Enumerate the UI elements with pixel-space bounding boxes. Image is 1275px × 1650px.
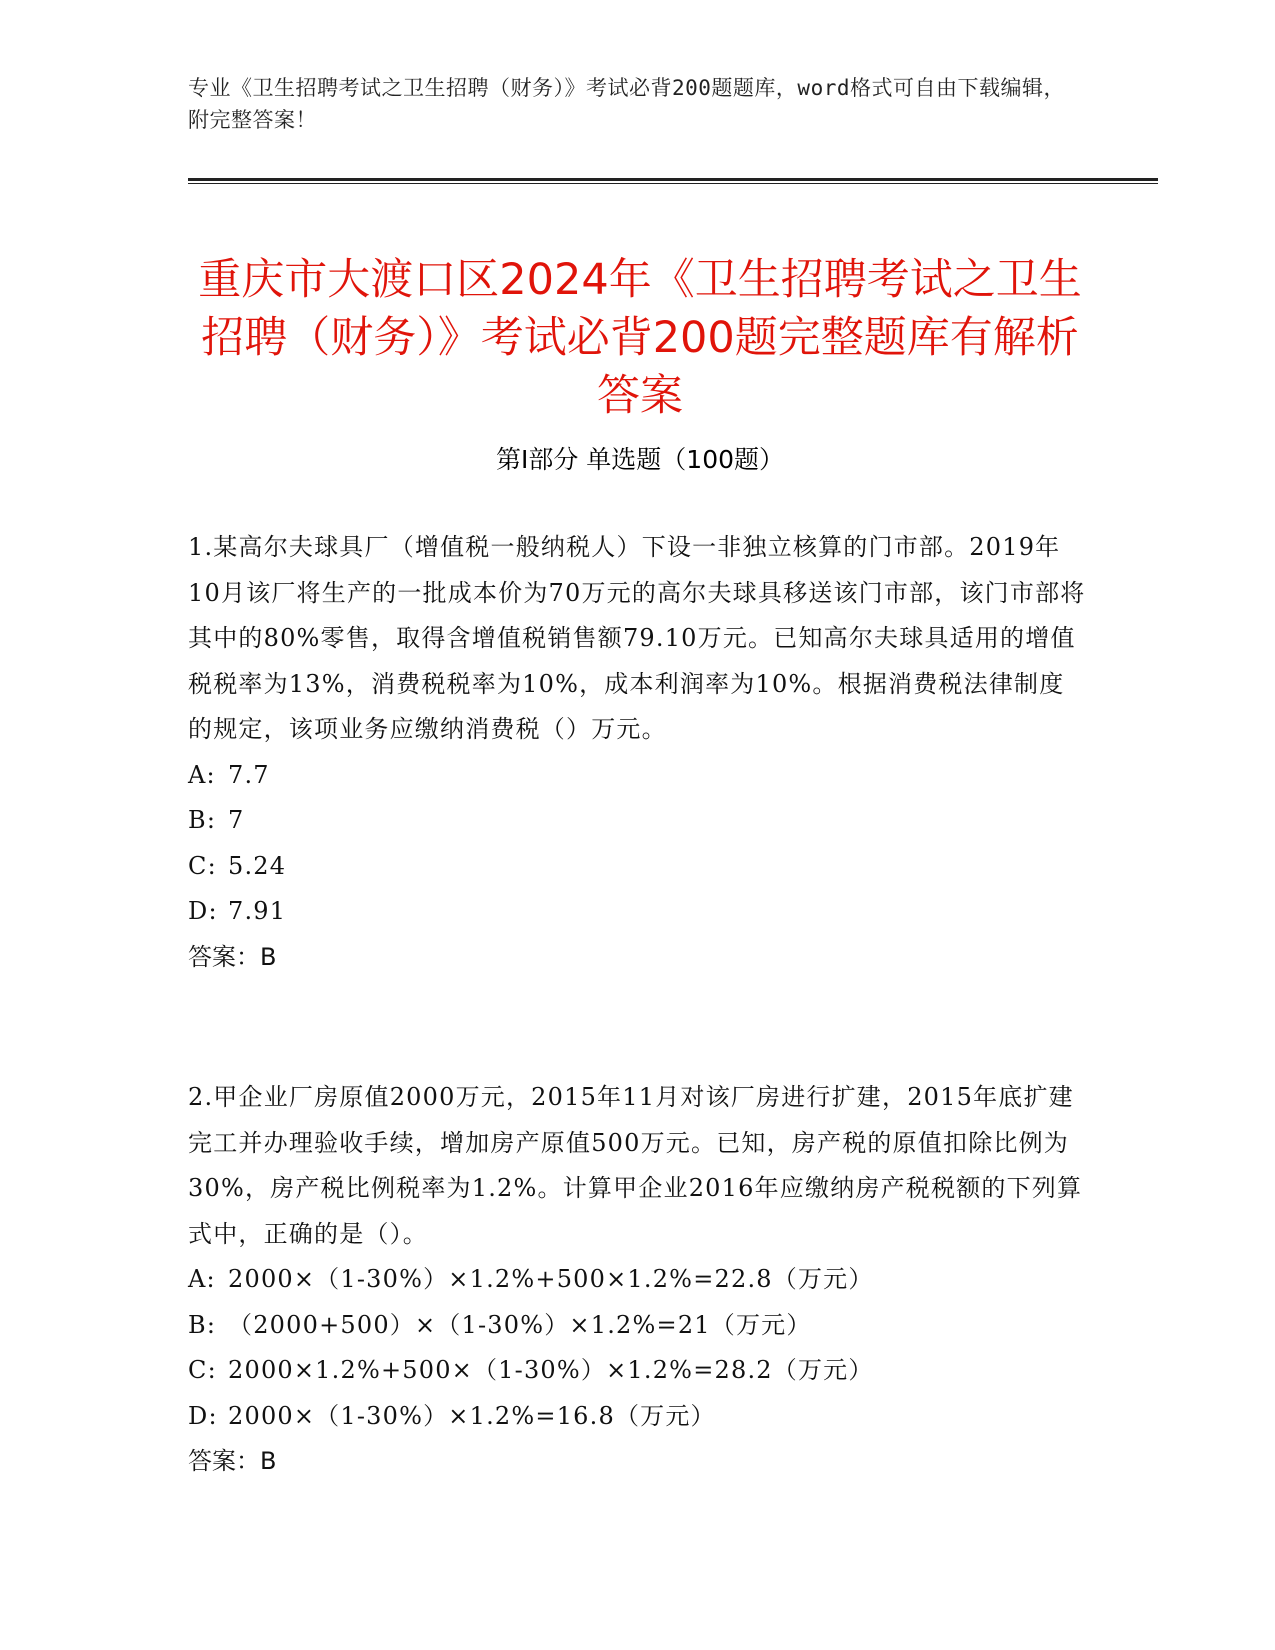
option-a [188,1257,1088,1303]
option-d [188,889,1088,935]
question-1 [188,525,1088,980]
option-text: 7.7 [228,760,270,789]
option-c [188,844,1088,890]
header-divider-thin [188,183,1158,184]
option-text: 7.91 [228,897,287,925]
document-title: 重庆市大渡口区2024年《卫生招聘考试之卫生招聘（财务）》考试必背200题完整题库有解析答案 [198,254,1082,421]
option-letter: B: [188,806,217,834]
header-note: 专业《卫生招聘考试之卫生招聘（财务）》考试必背200题题库，word格式可自由下载编辑，附完整答案！ [188,76,1065,132]
header-divider-thick [188,178,1158,181]
option-text: 5.24 [228,851,287,880]
option-b [188,798,1088,844]
option-text: 2000×1.2%+500×（1-30%）×1.2%=28.2（万元） [228,1356,874,1384]
option-letter: C: [188,851,217,880]
option-letter: C: [188,1356,217,1384]
answer-line: 答案：B [188,942,277,971]
option-letter: A: [188,1265,216,1293]
section-heading: 第Ⅰ部分 单选题（100题） [495,445,785,474]
option-letter: B: [188,1310,217,1339]
option-letter: D: [188,1401,218,1430]
option-text: 7 [228,806,245,834]
option-d [188,1394,1088,1440]
option-letter: D: [188,897,218,925]
option-text: 2000×（1-30%）×1.2%+500×1.2%=22.8（万元） [228,1265,874,1293]
option-text: （2000+500）×（1-30%）×1.2%=21（万元） [228,1310,812,1339]
question-2 [188,1075,1088,1485]
question-stem: 2.甲企业厂房原值2000万元，2015年11月对该厂房进行扩建，2015年底扩建完工并办理验收手续，增加房产原值500万元。已知，房产税的原值扣除比例为30%，房产税比例税率为1.2%。计算甲企业2016年应缴纳房产税税额的下列算式中，正确的是（）。 [188,1083,1083,1248]
option-text: 2000×（1-30%）×1.2%=16.8（万元） [228,1401,716,1430]
option-letter: A: [188,760,216,789]
option-c [188,1348,1088,1394]
option-b [188,1303,1088,1349]
question-stem: 1.某高尔夫球具厂（增值税一般纳税人）下设一非独立核算的门市部。2019年10月该厂将生产的一批成本价为70万元的高尔夫球具移送该门市部，该门市部将其中的80%零售，取得含增值税销售额79.10万元。已知高尔夫球具适用的增值税税率为13%，消费税税率为10%，成本利润率为10%。根据消费税法律制度的规定，该项业务应缴纳消费税（）万元。 [188,533,1086,743]
answer-line: 答案：B [188,1447,277,1475]
option-a [188,753,1088,799]
